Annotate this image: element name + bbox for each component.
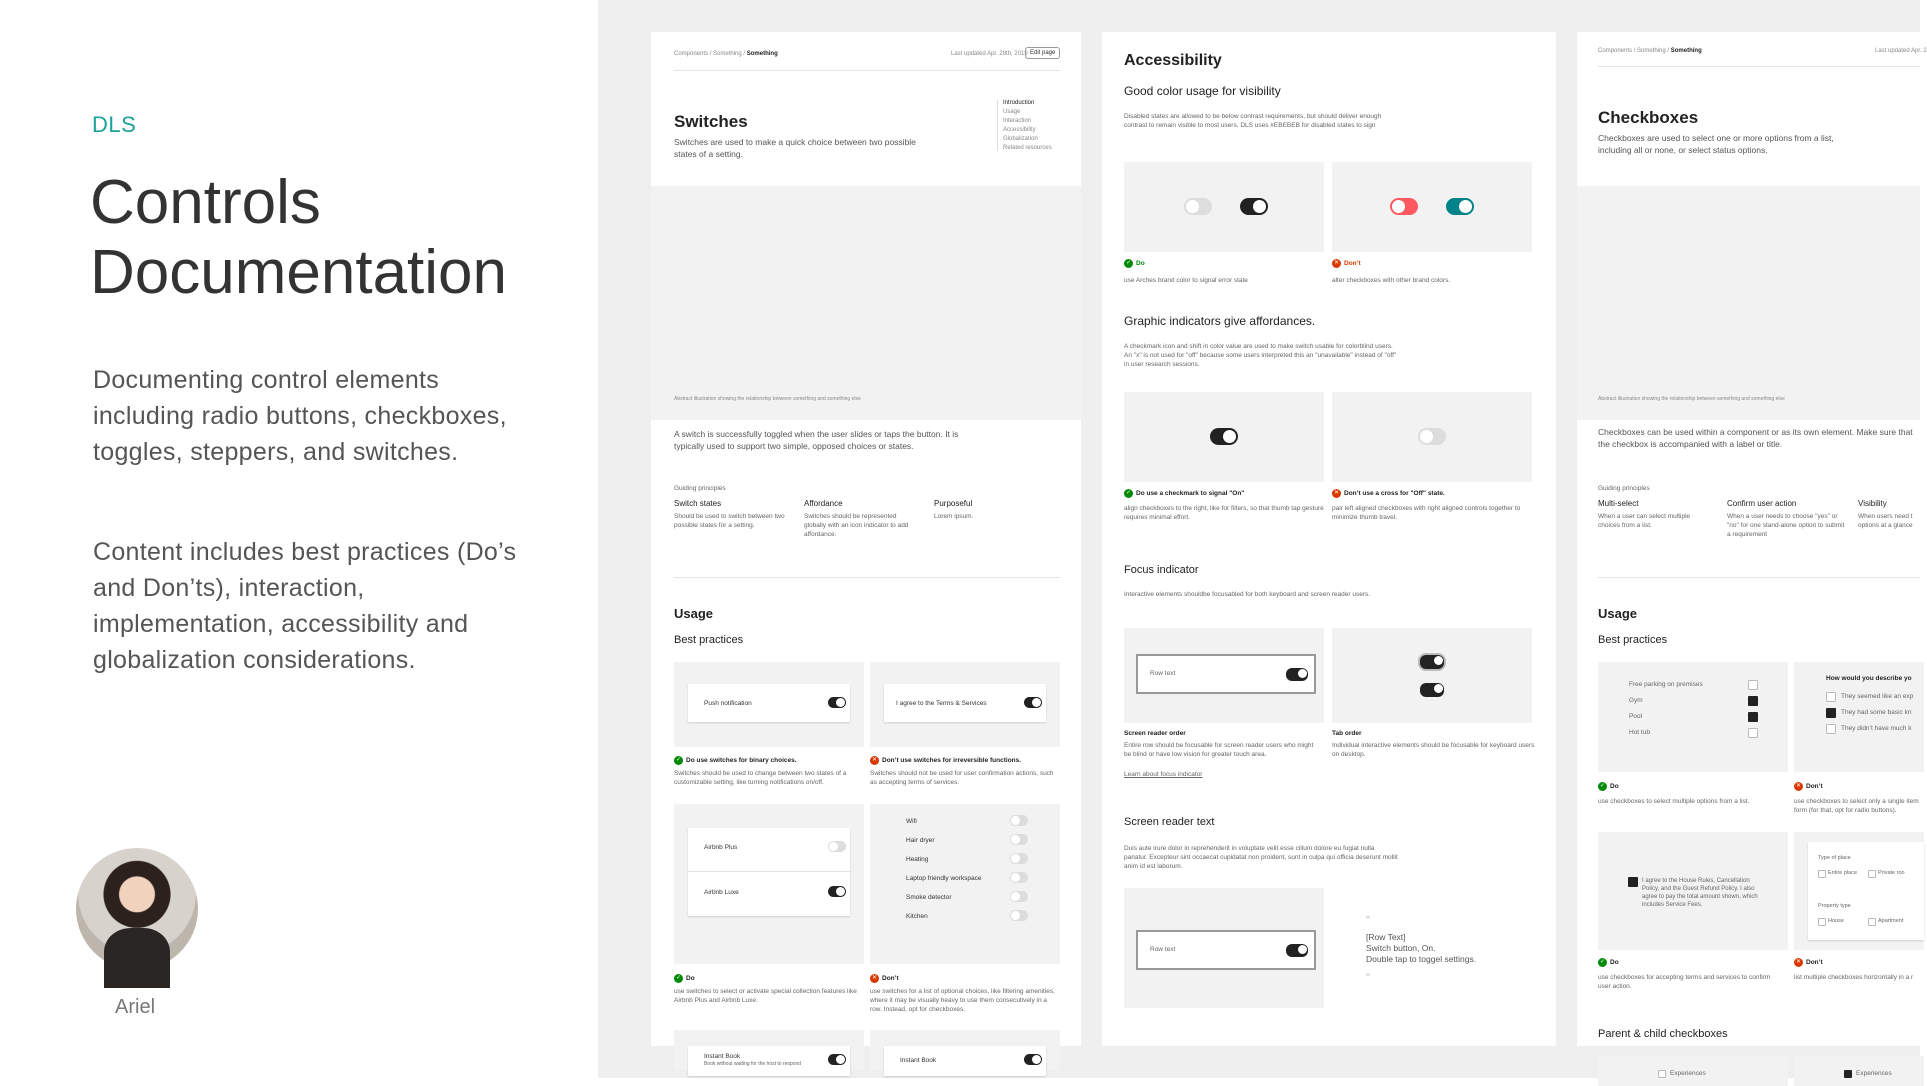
screen-reader-order-body: Entire row should be focusable for screen reader users who might be blind or have low vision for greater touch area. <box>1124 742 1314 758</box>
switch-toggle[interactable] <box>1010 815 1028 826</box>
example-card <box>1124 628 1324 723</box>
checkbox-label: House <box>1828 918 1844 924</box>
checkboxes-subtitle: Checkboxes are used to select one or more options from a list, including all or none, or select status options. <box>1598 133 1834 155</box>
check-icon: ✓ <box>675 757 682 763</box>
do-title: Do <box>1610 783 1619 790</box>
checkbox[interactable] <box>1844 1070 1852 1078</box>
intro-paragraph-2: Content includes best practices (Do’s and Don’ts), interaction, implementation, accessibility and globalization considerations. <box>93 538 517 674</box>
switch-toggle[interactable] <box>1446 198 1474 215</box>
breadcrumb: Components / Something / Something <box>674 51 778 57</box>
intro-paragraph-1: Documenting control elements including radio buttons, checkboxes, toggles, steppers, and switches. <box>93 366 507 466</box>
switch-toggle[interactable] <box>1024 697 1042 708</box>
example-card <box>1598 662 1788 772</box>
checkbox[interactable] <box>1818 918 1826 926</box>
checkbox-label: Pool <box>1629 713 1643 720</box>
dont-title: Don’t <box>1806 783 1823 790</box>
dont-body: pair left aligned checkboxes with right aligned controls together to minimize thumb travel. <box>1332 505 1521 521</box>
example-card <box>1332 162 1532 252</box>
switch-toggle[interactable] <box>1184 198 1212 215</box>
principle-title: Switch states <box>674 499 722 508</box>
switch-toggle[interactable] <box>828 841 846 852</box>
do-title: Do <box>1136 260 1145 267</box>
principle-title: Visibility <box>1858 499 1887 508</box>
switches-title: Switches <box>674 112 748 131</box>
example-card <box>1124 392 1324 482</box>
do-title: Do <box>1610 959 1619 966</box>
question-title: How would you describe yo <box>1826 675 1912 682</box>
best-practices-heading: Best practices <box>674 634 744 646</box>
principle-body: Lorem ipsum. <box>934 513 974 520</box>
breadcrumb-item[interactable]: Something <box>1637 48 1666 54</box>
quote-icon: ” <box>1366 971 1370 985</box>
principle-body: When a user can select multiple choices from a list. <box>1598 513 1691 529</box>
switch-toggle[interactable] <box>1024 1054 1042 1065</box>
check-icon: ✓ <box>1599 959 1606 965</box>
close-icon: ✕ <box>1333 260 1340 266</box>
edit-page-button[interactable]: Edit page <box>1025 47 1060 59</box>
dont-body: use checkboxes to select only a single item form (for that, opt for radio buttons). <box>1794 798 1919 814</box>
last-updated: Last updated Apr. 2 <box>1875 48 1927 54</box>
row-label: I agree to the Terms & Services <box>896 700 987 707</box>
switch-toggle[interactable] <box>1420 655 1444 669</box>
close-icon: ✕ <box>1795 783 1802 789</box>
checkbox[interactable] <box>1748 728 1758 738</box>
example-card <box>1332 392 1532 482</box>
checkbox-label: Private roo <box>1878 870 1905 876</box>
switch-toggle[interactable] <box>1010 834 1028 845</box>
dont-title: Don’t <box>1344 260 1361 267</box>
dont-title: Don’t <box>882 975 899 982</box>
dont-body: list multiple checkboxes horizontally in a r <box>1794 974 1914 981</box>
principle-title: Confirm user action <box>1727 499 1797 508</box>
toc-item[interactable]: Accessibility <box>1003 127 1036 133</box>
learn-focus-link[interactable]: Learn about focus indicator <box>1124 771 1203 778</box>
section-heading: Good color usage for visibility <box>1124 84 1281 98</box>
example-card <box>1598 1056 1788 1086</box>
illustration-caption: Abstract illustration showing the relationship between something and something else <box>1598 396 1785 402</box>
switch-toggle[interactable] <box>828 697 846 708</box>
accessibility-title: Accessibility <box>1124 52 1222 69</box>
row-label: Airbnb Plus <box>704 844 738 851</box>
switch-toggle[interactable] <box>1010 872 1028 883</box>
checkbox[interactable] <box>1826 724 1836 734</box>
example-card <box>870 662 1060 747</box>
checkbox-label: Apartment <box>1878 918 1904 924</box>
row-sublabel: Book without waiting for the host to respond <box>704 1061 802 1067</box>
example-card <box>1598 832 1788 950</box>
accessibility-doc-page <box>1102 32 1556 1046</box>
section-body: Duis aute irure dolor in reprehenderit in voluptate velit esse cillum dolore eu fugiat nulla pariatur. Excepteur sint occaecat cupidatat non proident, sunt in culpa qui officia deserunt mollit anim id est laborum. <box>1124 845 1398 870</box>
switches-description: A switch is successfully toggled when the user slides or taps the button. It is typically used to support two simple, opposed choices or states. <box>674 429 959 451</box>
table-of-contents <box>997 100 1052 151</box>
group-label: Type of place <box>1818 855 1851 861</box>
dont-body: Switches should not be used for user confirmation actions, such as accepting terms of services. <box>870 770 1054 786</box>
example-card <box>1332 628 1532 723</box>
switch-toggle[interactable] <box>1286 944 1308 957</box>
principle-body: Should be used to switch between two possible states for a setting. <box>674 513 785 529</box>
checkbox-label: Experiences <box>1856 1070 1892 1077</box>
title-line-2: Documentation <box>90 238 508 307</box>
do-body: use checkboxes for accepting terms and services to confirm user action. <box>1598 974 1771 990</box>
check-icon: ✓ <box>1125 490 1132 496</box>
breadcrumb-item[interactable]: Something <box>713 51 742 57</box>
agree-text: I agree to the House Rules, Cancellation Policy, and the Guest Refund Policy. I also agree to pay the total amount shown, which includes Service Fees. <box>1642 878 1758 908</box>
do-body: use checkboxes to select multiple options from a list. <box>1598 798 1750 805</box>
do-body: use Arches brand color to signal error state <box>1124 277 1248 284</box>
quote-line: [Row Text] <box>1366 932 1406 942</box>
example-card <box>674 1030 864 1070</box>
checkbox[interactable] <box>1868 918 1876 926</box>
avatar <box>76 848 198 970</box>
checkboxes-title: Checkboxes <box>1598 108 1699 127</box>
switch-toggle[interactable] <box>1420 683 1444 697</box>
switch-toggle[interactable] <box>1240 198 1268 215</box>
last-updated: Last updated Apr. 28th, 2019 <box>951 51 1028 57</box>
check-icon: ✓ <box>1599 783 1606 789</box>
switch-toggle[interactable] <box>1010 891 1028 902</box>
switch-toggle[interactable] <box>1418 428 1446 445</box>
illustration-caption: Abstract illustration showing the relationship between something and something else <box>674 396 861 402</box>
checkbox[interactable] <box>1748 712 1758 722</box>
breadcrumb-item[interactable]: Components <box>674 51 709 57</box>
checkbox[interactable] <box>1826 692 1836 702</box>
eyebrow-label: DLS <box>92 112 137 137</box>
toc-item[interactable]: Introduction <box>1003 100 1035 106</box>
switch-toggle[interactable] <box>1286 668 1308 681</box>
usage-heading: Usage <box>674 606 714 621</box>
principle-title: Affordance <box>804 499 843 508</box>
row-label: Smoke detector <box>906 894 952 901</box>
intro-panel <box>0 0 598 1078</box>
quote-line: Switch button, On. <box>1366 943 1436 953</box>
switches-doc-page <box>651 32 1081 1067</box>
checkbox[interactable] <box>1748 696 1758 706</box>
dont-title: Don’t <box>1806 959 1823 966</box>
toc-item[interactable]: Interaction <box>1003 118 1032 124</box>
quote-line: Double tap to toggel settings. <box>1366 954 1477 964</box>
switch-toggle[interactable] <box>1390 198 1418 215</box>
screen-reader-quote <box>1366 932 1526 965</box>
close-icon: ✕ <box>871 975 878 981</box>
checkbox-label: They didn’t have much k <box>1841 725 1912 732</box>
breadcrumb: Components / Something / Something <box>1598 48 1702 54</box>
dont-title: Don’t use switches for irreversible functions. <box>882 757 1022 764</box>
example-card <box>1124 162 1324 252</box>
do-title: Do use a checkmark to signal "On" <box>1136 490 1245 497</box>
row-label: Hair dryer <box>906 837 935 844</box>
row-label: Kitchen <box>906 913 928 920</box>
checkbox-label: Gym <box>1629 697 1643 704</box>
do-title: Do use switches for binary choices. <box>686 757 797 764</box>
tab-order-title: Tab order <box>1332 730 1362 737</box>
row-label: Row text <box>1150 670 1176 677</box>
row-label: Instant Book <box>704 1053 741 1060</box>
breadcrumb-item[interactable]: Components <box>1598 48 1633 54</box>
close-icon: ✕ <box>1333 490 1340 496</box>
toc-item[interactable]: Globalization <box>1003 136 1038 142</box>
switch-toggle[interactable] <box>1010 853 1028 864</box>
section-body: Interactive elements shouldbe focusabled for both keyboard and screen reader users. <box>1124 591 1371 598</box>
breadcrumb-item: Something <box>746 51 778 57</box>
example-card <box>674 804 864 964</box>
checkbox-label: Hot tub <box>1629 729 1650 736</box>
principle-title: Purposeful <box>934 499 973 508</box>
checkbox[interactable] <box>1868 870 1876 878</box>
example-card <box>1124 888 1324 1008</box>
illustration-placeholder <box>1577 186 1920 420</box>
section-heading: Graphic indicators give affordances. <box>1124 314 1316 328</box>
checkbox-label: Experiences <box>1670 1070 1706 1077</box>
checkbox[interactable] <box>1826 708 1836 718</box>
breadcrumb-item: Something <box>1670 48 1702 54</box>
principles-label: Guiding principles <box>1598 485 1650 492</box>
do-title: Do <box>686 975 695 982</box>
author-name: Ariel <box>115 996 156 1018</box>
switch-toggle[interactable] <box>828 886 846 897</box>
row-label: Instant Book <box>900 1057 937 1064</box>
checkbox[interactable] <box>1818 870 1826 878</box>
switches-subtitle: Switches are used to make a quick choice between two possible states of a setting. <box>674 137 916 159</box>
example-card <box>870 1030 1060 1070</box>
toc-item[interactable]: Related resources <box>1003 145 1052 151</box>
checkboxes-doc-page <box>1577 32 1927 1077</box>
principles-label: Guiding principles <box>674 485 726 492</box>
title-line-1: Controls <box>90 168 321 237</box>
section-heading: Focus indicator <box>1124 564 1199 576</box>
dont-title: Don’t use a cross for "Off" state. <box>1344 490 1445 497</box>
close-icon: ✕ <box>1795 959 1802 965</box>
principle-body: When users need t options at a glance <box>1858 513 1913 529</box>
example-card <box>1794 1056 1924 1086</box>
group-label: Property type <box>1818 903 1851 909</box>
row-label: Laptop friendly workspace <box>906 875 982 882</box>
row-label: Heating <box>906 856 929 863</box>
row-label: Airbnb Luxe <box>704 889 739 896</box>
page-title <box>90 168 507 308</box>
do-body: Switches should be used to change between two states of a customizable setting, like turning notifications on/off. <box>674 770 847 786</box>
checkbox-label: Entire place <box>1828 870 1858 876</box>
checkbox[interactable] <box>1628 877 1638 887</box>
usage-heading: Usage <box>1598 606 1638 621</box>
dont-body: alter checkboxes with other brand colors. <box>1332 277 1451 284</box>
example-card <box>870 804 1060 964</box>
do-body: use switches to select or activate special collection features like Airbnb Plus and Airbnb Luxe. <box>674 988 857 1004</box>
illustration-placeholder <box>651 186 1081 420</box>
checkbox-label: They seemed like an exp <box>1841 693 1914 700</box>
example-card <box>674 662 864 747</box>
dont-body: use switches for a list of optional choices, like filtering amenities, where it may be visually heavy to use them consecutively in a row. Instead, opt for checkboxes. <box>870 988 1055 1013</box>
checkbox[interactable] <box>1748 680 1758 690</box>
row-label: Push notification <box>704 700 752 707</box>
checkbox-label: They had some basic kn <box>1841 709 1912 716</box>
parent-child-heading: Parent & child checkboxes <box>1598 1028 1728 1040</box>
do-body: align checkboxes to the right, like for filters, so that thumb tap gesture requires minimal effort. <box>1124 505 1324 521</box>
switch-toggle[interactable] <box>828 1054 846 1065</box>
checkboxes-description: Checkboxes can be used within a component or as its own element. Make sure that the checkbox is accompanied with a label or title. <box>1598 427 1913 449</box>
check-icon: ✓ <box>675 975 682 981</box>
example-card <box>1794 662 1924 772</box>
quote-icon: “ <box>1366 913 1370 927</box>
close-icon: ✕ <box>871 757 878 763</box>
toc-item[interactable]: Usage <box>1003 109 1021 115</box>
section-body: A checkmark icon and shift in color value are used to make switch usable for colorblind users. An "x" is not used for "off" because some users interpreted this an "unavailable" instead of "off" in user research sessions. <box>1124 343 1397 368</box>
checkbox-label: Free parking on premises <box>1629 681 1703 688</box>
principle-body: When a user needs to choose "yes" or "no" for one stand-alone option to submit a requirement <box>1727 513 1845 538</box>
principle-title: Multi-select <box>1598 499 1639 508</box>
check-icon: ✓ <box>1125 260 1132 266</box>
example-card <box>1794 832 1924 950</box>
row-label: Wifi <box>906 818 917 825</box>
section-body: Disabled states are allowed to be below contrast requirements, but should deliver enough contrast to remain visible to most users. DLS uses #EBEBEB for disabled states to sign <box>1124 113 1382 129</box>
tab-order-body: Individual interactive elements should be focusable for keyboard users on desktop. <box>1332 742 1535 758</box>
screen-reader-order-title: Screen reader order <box>1124 730 1186 737</box>
switch-toggle[interactable] <box>1210 428 1238 445</box>
principle-body: Switches should be represented globally with an icon indicator to add affordance. <box>804 513 909 538</box>
row-label: Row text <box>1150 946 1176 953</box>
best-practices-heading: Best practices <box>1598 634 1668 646</box>
checkbox[interactable] <box>1658 1070 1666 1078</box>
switch-toggle[interactable] <box>1010 910 1028 921</box>
section-heading: Screen reader text <box>1124 816 1215 828</box>
